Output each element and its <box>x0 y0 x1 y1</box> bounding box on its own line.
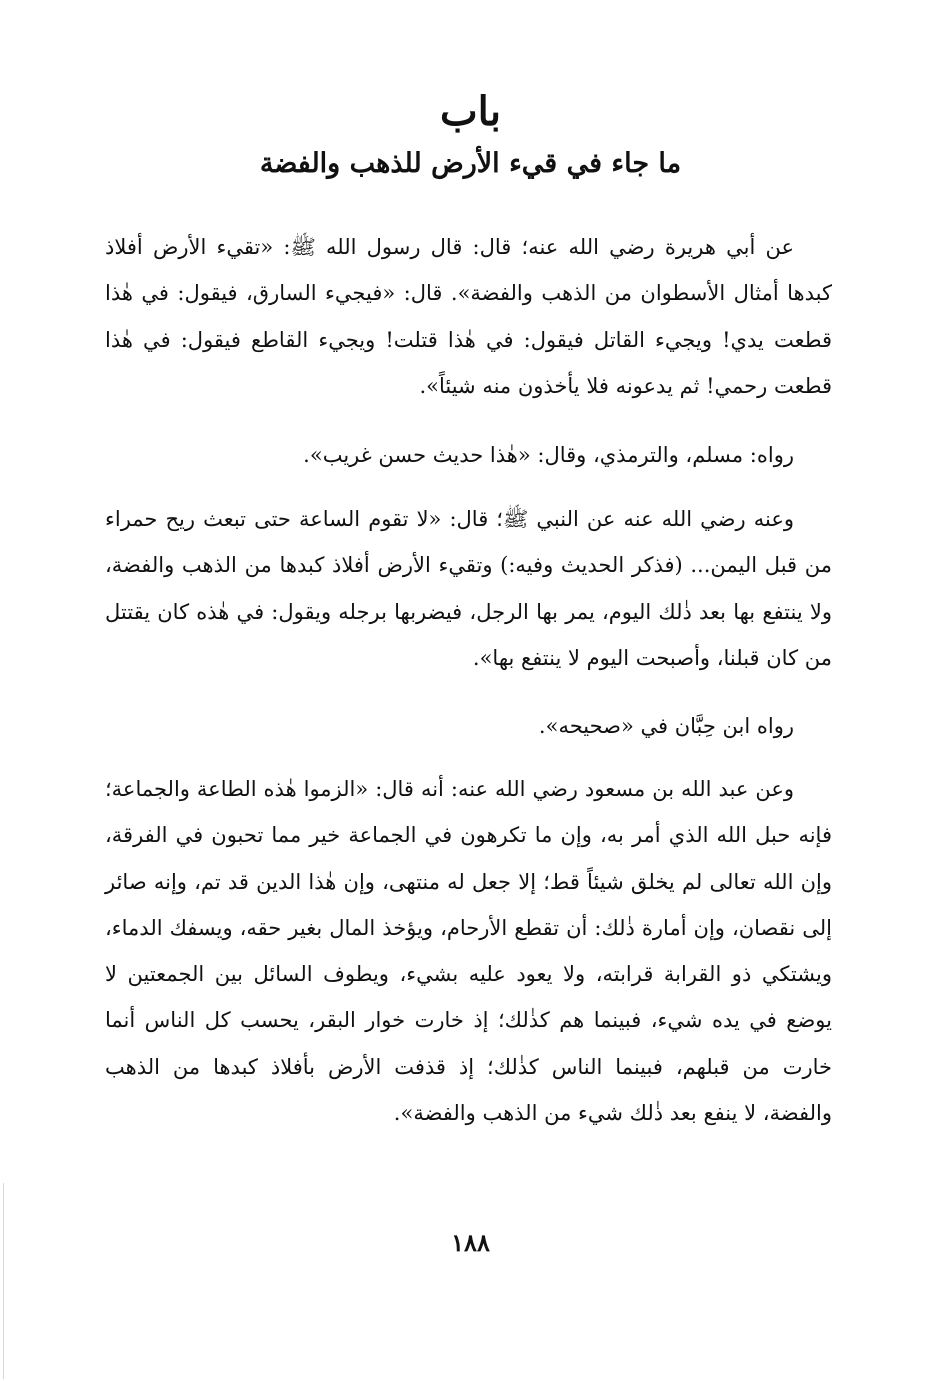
page-edge-shadow <box>3 1183 4 1379</box>
hadith-paragraph <box>105 224 832 409</box>
chapter-title: ما جاء في قيء الأرض للذهب والفضة <box>259 148 682 179</box>
hadith-text: وعنه رضي الله عنه عن النبي ﷺ؛ قال: «لا تقوم الساعة حتى تبعث ريح حمراء من قبل اليمن... (فذكر الحديث وفيه:) وتقيء الأرض أفلاذ كبدها من الذهب والفضة، ولا ينتفع بها بعد ذٰلك اليوم، يمر بها الرجل، فيضربها برجله ويقول: في هٰذه كان يقتتل من كان قبلنا، وأصبحت اليوم لا ينتفع بها». <box>105 507 832 670</box>
hadith-source <box>105 703 832 749</box>
hadith-paragraph <box>105 766 832 1136</box>
source-text: رواه: مسلم، والترمذي، وقال: «هٰذا حديث حسن غريب». <box>303 443 794 467</box>
hadith-paragraph <box>105 496 832 681</box>
hadith-text: عن أبي هريرة رضي الله عنه؛ قال: قال رسول الله ﷺ: «تقيء الأرض أفلاذ كبدها أمثال الأسطوان من الذهب والفضة». قال: «فيجيء السارق، فيقول: في هٰذا قطعت يدي! ويجيء القاتل فيقول: في هٰذا قتلت! ويجيء القاطع فيقول: في هٰذا قطعت رحمي! ثم يدعونه فلا يأخذون منه شيئاً». <box>105 235 832 398</box>
hadith-text: وعن عبد الله بن مسعود رضي الله عنه: أنه قال: «الزموا هٰذه الطاعة والجماعة؛ فإنه حبل الله الذي أمر به، وإن ما تكرهون في الجماعة خير مما تحبون في الفرقة، وإن الله تعالى لم يخلق شيئاً قط؛ إلا جعل له منتهى، وإن هٰذا الدين قد تم، وإنه صائر إلى نقصان، وإن أمارة ذٰلك: أن تقطع الأرحام، ويؤخذ المال بغير حقه، ويسفك الدماء، ويشتكي ذو القرابة قرابته، ولا يعود عليه بشيء، ويطوف السائل بين الجمعتين لا يوضع في يده شيء، فبينما هم كذٰلك؛ إذ خارت خوار البقر، يحسب كل الناس أنما خارت من قبلهم، فبينما الناس كذٰلك؛ إذ قذفت الأرض بأفلاذ كبدها من الذهب والفضة، لا ينفع بعد ذٰلك شيء من الذهب والفضة». <box>105 777 832 1126</box>
page-number: ١٨٨ <box>451 1228 490 1257</box>
source-text: رواه ابن حِبَّان في «صحيحه». <box>538 714 794 738</box>
hadith-source <box>105 432 832 478</box>
chapter-label: باب <box>440 88 501 135</box>
